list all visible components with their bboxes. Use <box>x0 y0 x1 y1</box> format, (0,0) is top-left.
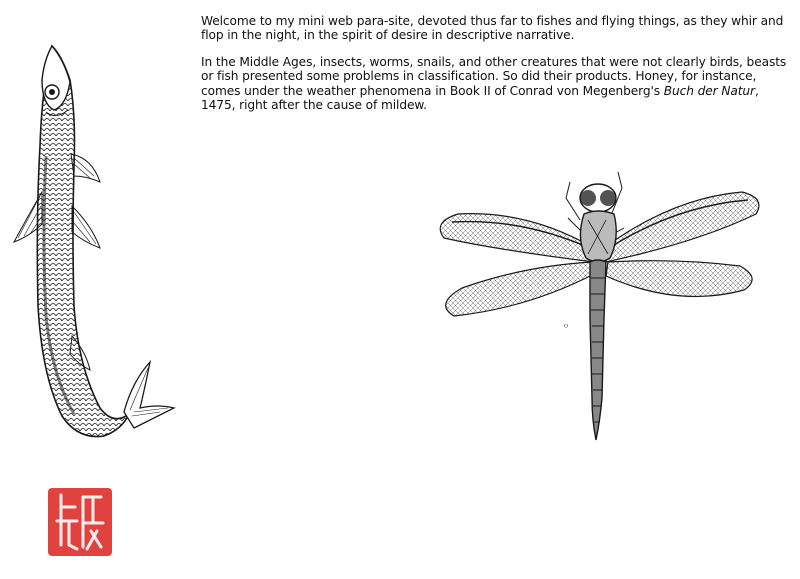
intro-paragraph-2 <box>201 55 789 113</box>
paragraph-2-text-b: , 1475, right after the cause of mildew. <box>201 83 759 113</box>
svg-text:ᴼ: ᴼ <box>564 323 569 332</box>
fish-illustration <box>8 36 178 444</box>
seal-stamp <box>47 487 113 557</box>
intro-text <box>201 14 789 124</box>
book-title: Buch der Natur <box>663 83 755 98</box>
intro-paragraph-1: Welcome to my mini web para-site, devoted thus far to fishes and flying things, as they whir and flop in the night, in the spirit of desire in descriptive narrative. <box>201 14 784 43</box>
paragraph-2-text-a: In the Middle Ages, insects, worms, snails, and other creatures that were not clearly birds, beasts or fish presented some problems in classification. So did their products. Honey, for instance, comes under the weather phenomena in Book II of Conrad von Megenberg's <box>201 54 787 98</box>
dragonfly-illustration <box>428 158 766 448</box>
